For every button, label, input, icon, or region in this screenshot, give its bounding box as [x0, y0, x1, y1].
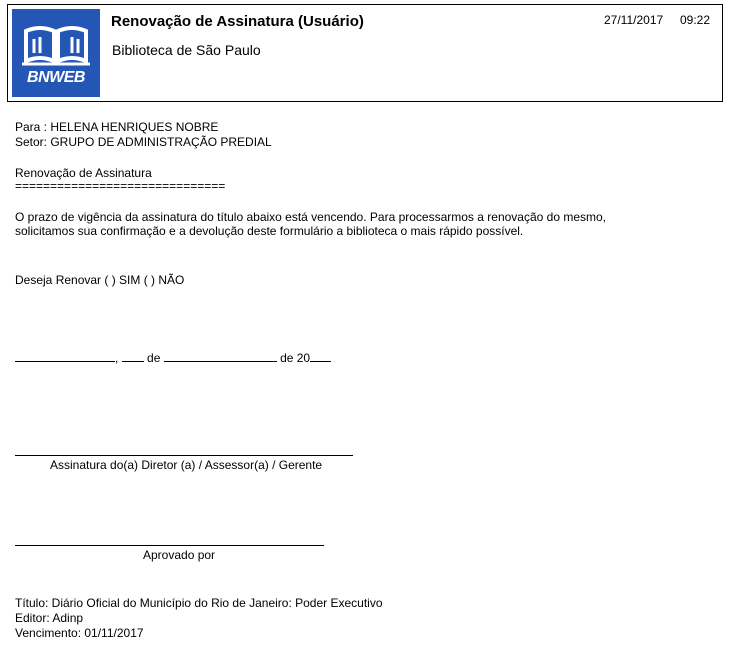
- approval-signature-line: [15, 545, 324, 546]
- date-de20: de 20: [280, 351, 311, 365]
- report-time: 09:22: [680, 13, 711, 27]
- subject-rule: ==============================: [15, 179, 226, 193]
- report-date: 27/11/2017: [604, 13, 664, 27]
- bnweb-logo: [12, 9, 100, 97]
- approval-label: Aprovado por: [143, 548, 216, 562]
- date-comma: ,: [115, 351, 119, 365]
- day-blank: [15, 351, 115, 362]
- logo-text: BNWEB: [27, 69, 85, 86]
- year-blank: [310, 351, 331, 362]
- date-de: de: [147, 351, 161, 365]
- director-signature-label: Assinatura do(a) Diretor (a) / Assessor(a) / Gerente: [50, 458, 323, 472]
- recipient-setor: Setor: GRUPO DE ADMINISTRAÇÃO PREDIAL: [15, 135, 272, 149]
- director-signature-line: [15, 455, 353, 456]
- day-number-blank: [122, 351, 144, 362]
- month-blank: [164, 351, 277, 362]
- date-fill-line: [15, 351, 331, 365]
- report-title: Renovação de Assinatura (Usuário): [111, 13, 364, 30]
- item-due-date: Vencimento: 01/11/2017: [15, 626, 144, 640]
- item-editor: Editor: Adinp: [15, 611, 84, 625]
- report-header: [7, 4, 723, 102]
- library-name: Biblioteca de São Paulo: [112, 42, 261, 58]
- subject-title: Renovação de Assinatura: [15, 166, 152, 180]
- recipient-para: Para : HELENA HENRIQUES NOBRE: [15, 120, 219, 134]
- renew-question: Deseja Renovar ( ) SIM ( ) NÃO: [15, 273, 185, 287]
- item-title: Título: Diário Oficial do Município do Rio de Janeiro: Poder Executivo: [15, 596, 383, 610]
- notice-paragraph: O prazo de vigência da assinatura do título abaixo está vencendo. Para processarmos a renovação do mesmo, solicitamos sua confirmação e a devolução deste formulário a biblioteca o mais rápido possível.: [15, 210, 607, 238]
